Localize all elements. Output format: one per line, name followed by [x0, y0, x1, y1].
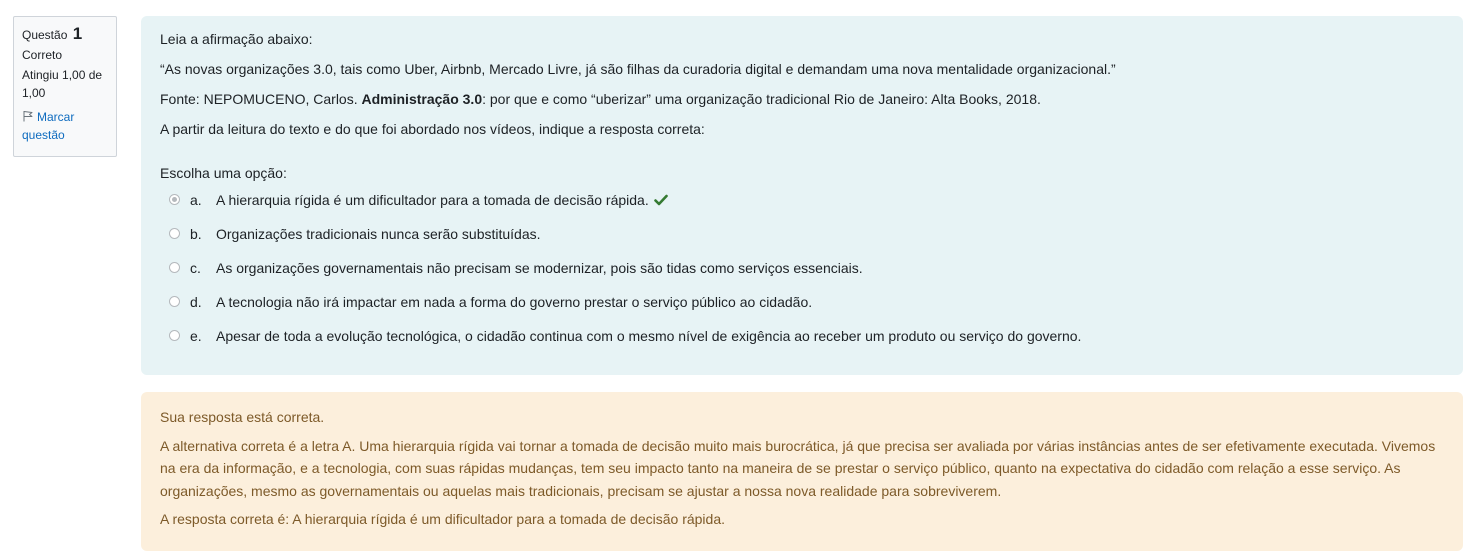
option-letter: c. [190, 260, 201, 276]
source-title: Administração 3.0 [361, 91, 483, 107]
option-d[interactable] [160, 293, 1444, 311]
option-b[interactable] [160, 225, 1444, 243]
option-d-radio[interactable] [169, 296, 180, 307]
question-quote: “As novas organizações 3.0, tais como Uber, Airbnb, Mercado Livre, já são filhas da curadoria digital e demandam uma nova mentalidade organizacional.” [160, 61, 1116, 77]
answer-options [160, 191, 1444, 345]
option-letter: a. [190, 192, 202, 208]
question-source [160, 90, 1444, 108]
question-intro: Leia a afirmação abaixo: [160, 31, 313, 47]
question-number-heading [22, 25, 108, 44]
option-text: Organizações tradicionais nunca serão substituídas. [216, 226, 541, 242]
question-grade: Atingiu 1,00 de 1,00 [22, 68, 103, 100]
source-prefix: Fonte: NEPOMUCENO, Carlos. [160, 91, 362, 107]
question-state: Correto [22, 48, 63, 62]
option-text: A hierarquia rígida é um dificultador para a tomada de decisão rápida. [216, 192, 649, 208]
option-a[interactable] [160, 191, 1444, 209]
question-number: 1 [72, 24, 83, 43]
option-c-radio[interactable] [169, 262, 180, 273]
option-text: A tecnologia não irá impactar em nada a forma do governo prestar o serviço público ao cidadão. [216, 294, 813, 310]
question-label: Questão [22, 28, 68, 42]
question-instruction: A partir da leitura do texto e do que foi abordado nos vídeos, indique a resposta correta: [160, 121, 705, 137]
flag-question-link[interactable] [22, 108, 108, 144]
flag-label: Marcar questão [22, 110, 75, 142]
option-text: Apesar de toda a evolução tecnológica, o cidadão continua com o mesmo nível de exigência ao receber um produto ou serviço do governo. [216, 328, 1082, 344]
option-text: As organizações governamentais não precisam se modernizar, pois são tidas como serviços essenciais. [216, 260, 863, 276]
feedback-explanation: A alternativa correta é a letra A. Uma hierarquia rígida vai tornar a tomada de decisão muito mais burocrática, já que precisa ser avaliada por várias instâncias antes de ser efetivamente executada. Vivemos na era da informação, e a tecnologia, com suas rápidas mudanças, tem seu impacto tanto na maneira de se prestar o serviço público, quanto na expectativa do cidadão com relação a esse serviço. As organizações, mesmo as governamentais ou aquelas mais tradicionais, precisam se ajustar a nossa nova realidade para sobreviverem. [160, 437, 1436, 499]
option-e[interactable] [160, 327, 1444, 345]
question-info-panel [13, 16, 117, 157]
source-suffix: : por que e como “uberizar” uma organização tradicional Rio de Janeiro: Alta Books, 2018. [482, 91, 1041, 107]
feedback-panel [141, 392, 1463, 551]
feedback-status: Sua resposta está correta. [160, 409, 325, 425]
option-letter: b. [190, 226, 202, 242]
option-letter: e. [190, 328, 202, 344]
flag-icon [22, 110, 34, 122]
option-letter: d. [190, 294, 202, 310]
option-a-radio[interactable] [169, 194, 180, 205]
option-c[interactable] [160, 259, 1444, 277]
check-icon [654, 194, 668, 206]
option-b-radio[interactable] [169, 228, 180, 239]
option-e-radio[interactable] [169, 330, 180, 341]
feedback-right-answer: A resposta correta é: A hierarquia rígida é um dificultador para a tomada de decisão rápida. [160, 511, 726, 527]
answer-prompt: Escolha uma opção: [160, 165, 287, 181]
question-content [141, 16, 1463, 375]
